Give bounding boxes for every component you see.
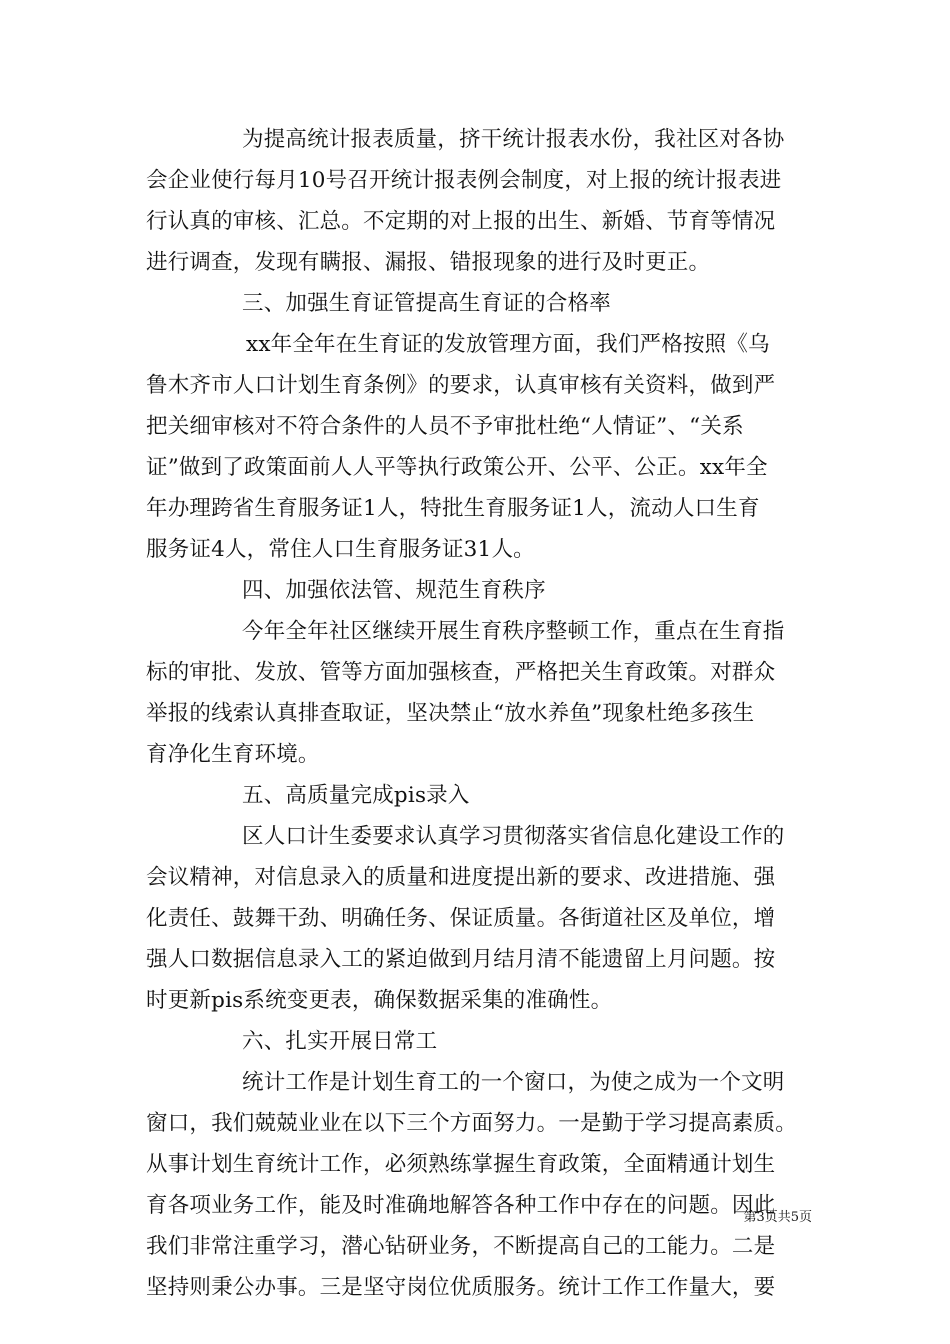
text-line: 为提高统计报表质量，挤干统计报表水份，我社区对各协 xyxy=(242,127,785,152)
text-line: 标的审批、发放、管等方面加强核查，严格把关生育政策。对群众 xyxy=(146,660,776,685)
text-line: 从事计划生育统计工作，必须熟练掌握生育政策，全面精通计划生 xyxy=(146,1152,776,1177)
text-line: 会企业使行每月10号召开统计报表例会制度，对上报的统计报表进 xyxy=(146,168,782,193)
text-line: 行认真的审核、汇总。不定期的对上报的出生、新婚、节育等情况 xyxy=(146,209,776,234)
text-line: 强人口数据信息录入工的紧迫做到月结月清不能遗留上月问题。按 xyxy=(146,947,776,972)
text-line: 坚持则秉公办事。三是坚守岗位优质服务。统计工作工作量大，要 xyxy=(146,1275,776,1300)
section-heading: 四、加强依法管、规范生育秩序 xyxy=(242,578,546,603)
section-heading: 六、扎实开展日常工 xyxy=(242,1029,438,1054)
text-line: 年办理跨省生育服务证1人，特批生育服务证1人，流动人口生育 xyxy=(146,496,760,521)
section-heading: 三、加强生育证管提高生育证的合格率 xyxy=(242,291,611,316)
text-line: 进行调查，发现有瞒报、漏报、错报现象的进行及时更正。 xyxy=(146,250,711,275)
text-line: 育各项业务工作，能及时准确地解答各种工作中存在的问题。因此 xyxy=(146,1193,776,1218)
text-line: 证”做到了政策面前人人平等执行政策公开、公平、公正。xx年全 xyxy=(146,455,768,480)
text-line: 鲁木齐市人口计划生育条例》的要求，认真审核有关资料，做到严 xyxy=(146,373,776,398)
document-body xyxy=(146,119,812,1308)
text-line: 时更新pis系统变更表，确保数据采集的准确性。 xyxy=(146,988,613,1013)
section-heading: 五、高质量完成pis录入 xyxy=(242,783,470,808)
text-line: 举报的线索认真排查取证，坚决禁止“放水养鱼”现象杜绝多孩生 xyxy=(146,701,755,726)
text-line: 育净化生育环境。 xyxy=(146,742,320,767)
text-line: 区人口计生委要求认真学习贯彻落实省信息化建设工作的 xyxy=(242,824,785,849)
text-line: 统计工作是计划生育工的一个窗口，为使之成为一个文明 xyxy=(242,1070,785,1095)
text-line: 今年全年社区继续开展生育秩序整顿工作，重点在生育指 xyxy=(242,619,785,644)
text-line: 会议精神，对信息录入的质量和进度提出新的要求、改进措施、强 xyxy=(146,865,776,890)
page-number: 第3页共5页 xyxy=(743,1210,812,1225)
text-line: 化责任、鼓舞干劲、明确任务、保证质量。各街道社区及单位，增 xyxy=(146,906,776,931)
text-line: 服务证4人，常住人口生育服务证31人。 xyxy=(146,537,535,562)
text-line: xx年全年在生育证的发放管理方面，我们严格按照《乌 xyxy=(246,332,770,357)
text-line: 窗口，我们兢兢业业在以下三个方面努力。一是勤于学习提高素质。 xyxy=(146,1111,798,1136)
text-line: 把关细审核对不符合条件的人员不予审批杜绝“人情证”、“关系 xyxy=(146,414,744,439)
text-line: 我们非常注重学习，潜心钻研业务，不断提高自己的工能力。二是 xyxy=(146,1234,776,1259)
